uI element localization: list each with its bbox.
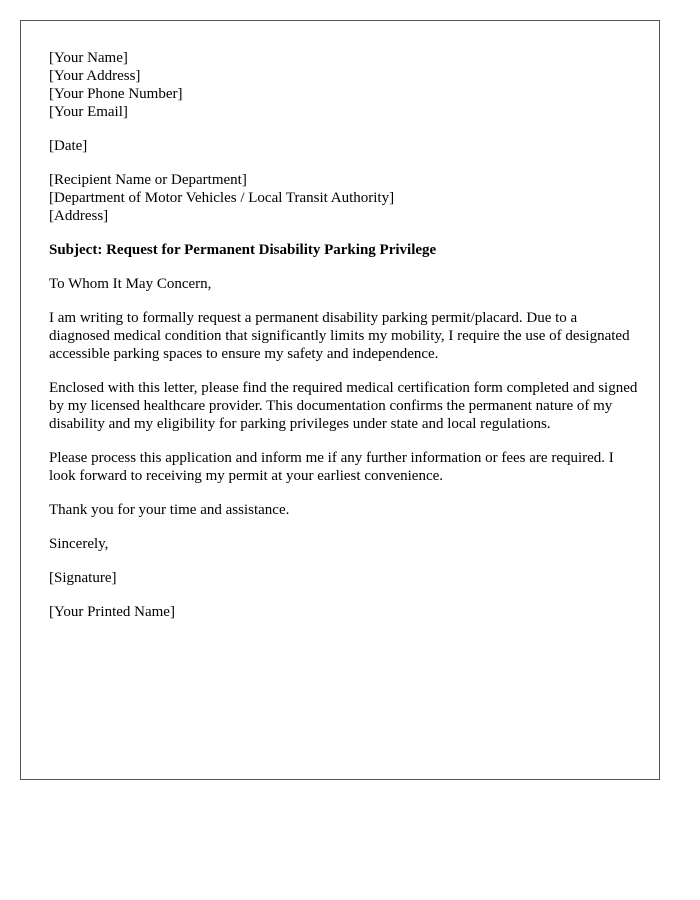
recipient-name: [Recipient Name or Department]: [49, 172, 247, 188]
closing: Sincerely,: [49, 536, 109, 552]
salutation: To Whom It May Concern,: [49, 276, 212, 292]
letter-page: [20, 20, 660, 780]
recipient-address: [Address]: [49, 208, 109, 224]
recipient-block: [49, 171, 639, 225]
sender-address: [Your Address]: [49, 68, 141, 84]
sender-email: [Your Email]: [49, 104, 128, 120]
body-paragraph-3: Please process this application and inform me if any further information or fees are required. I look forward to receiving my permit at your earliest convenience.: [49, 450, 614, 484]
date-line: [Date]: [49, 138, 88, 154]
body-paragraph-4: Thank you for your time and assistance.: [49, 502, 290, 518]
sender-block: [49, 49, 639, 121]
subject-line: Subject: Request for Permanent Disability Parking Privilege: [49, 242, 437, 258]
body-paragraph-1: I am writing to formally request a permanent disability parking permit/placard. Due to a diagnosed medical condition that significantly limits my mobility, I require the use of designated accessible parking spaces to ensure my safety and independence.: [49, 310, 630, 362]
recipient-department: [Department of Motor Vehicles / Local Transit Authority]: [49, 190, 395, 206]
letter-content: [49, 49, 639, 637]
printed-name: [Your Printed Name]: [49, 604, 175, 620]
body-paragraph-2: Enclosed with this letter, please find the required medical certification form completed and signed by my licensed healthcare provider. This documentation confirms the permanent nature of my disability and my eligibility for parking privileges under state and local regulations.: [49, 380, 638, 432]
sender-phone: [Your Phone Number]: [49, 86, 183, 102]
signature-placeholder: [Signature]: [49, 570, 117, 586]
sender-name: [Your Name]: [49, 50, 128, 66]
